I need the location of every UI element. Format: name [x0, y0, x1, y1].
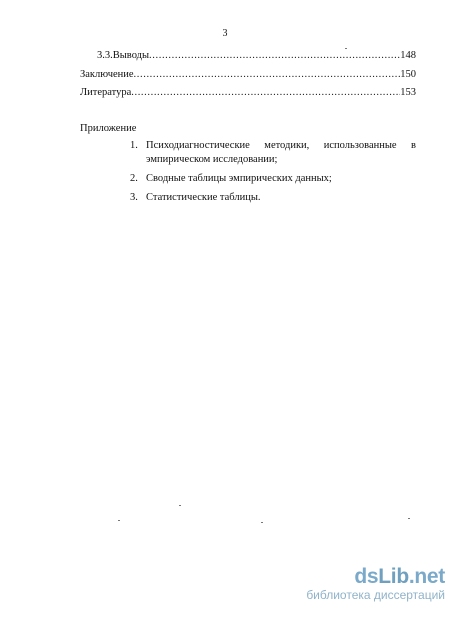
list-item [130, 191, 416, 205]
list-item [130, 172, 416, 186]
page-number: 3 [222, 28, 228, 39]
list-item-number: 3. [130, 192, 138, 203]
scan-speck [118, 520, 120, 521]
toc-label: 3.3.Выводы [97, 50, 150, 61]
toc-page: 150 [400, 69, 416, 80]
list-item-number: 2. [130, 173, 138, 184]
list-item-text: Сводные таблицы эмпирических данных; [146, 173, 332, 184]
word: Психодиагностические [146, 140, 250, 151]
watermark-logo-lib: Lib [378, 565, 409, 588]
watermark-logo [270, 566, 445, 588]
watermark-subtitle: библиотека диссертаций [306, 588, 445, 602]
scan-speck [408, 518, 410, 519]
watermark [270, 566, 445, 603]
scan-speck [261, 522, 263, 523]
list-item-line: эмпирическом исследовании; [146, 154, 278, 165]
scan-speck [345, 48, 347, 49]
toc-leader-dots [134, 68, 401, 81]
toc-row-literature [80, 86, 416, 99]
appendix-heading: Приложение [80, 123, 137, 134]
watermark-logo-net: .net [408, 565, 445, 588]
toc-leader-dots [149, 49, 400, 62]
word: в [411, 140, 416, 151]
word: использованные [323, 140, 397, 151]
toc-label: Заключение [80, 69, 134, 80]
toc-page: 153 [400, 87, 416, 98]
list-item [130, 139, 416, 167]
toc-page: 148 [400, 50, 416, 61]
list-item-line [146, 139, 416, 153]
list-item-text: Статистические таблицы. [146, 192, 261, 203]
appendix-list [130, 139, 416, 210]
watermark-logo-ds: ds [354, 565, 379, 588]
word: методики, [264, 140, 310, 151]
scan-speck [179, 505, 181, 506]
toc-row-summary [80, 68, 416, 81]
list-item-number: 1. [130, 140, 138, 151]
toc-row-conclusions [97, 49, 416, 62]
list-item-text [146, 139, 416, 167]
toc-label: Литература [80, 87, 132, 98]
toc-leader-dots [131, 86, 400, 99]
